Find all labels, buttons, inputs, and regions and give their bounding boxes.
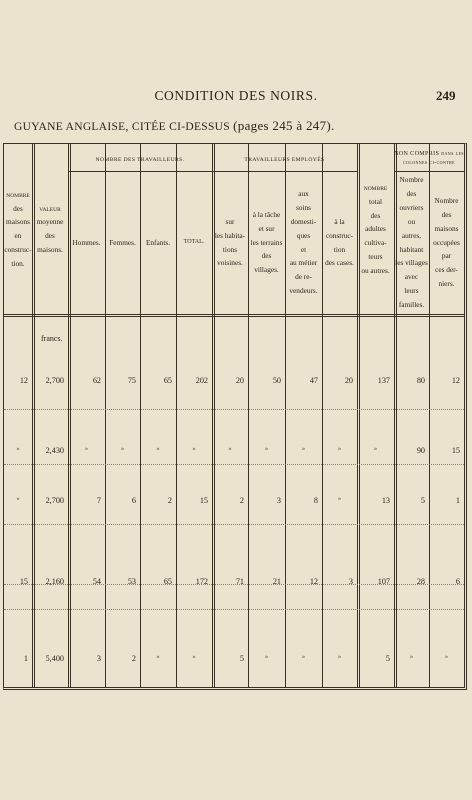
- table-cell: »: [265, 446, 268, 452]
- group-header-employed: TRAVAILLEURS EMPLOYÉS: [244, 157, 325, 163]
- table-cell: 15: [199, 496, 208, 505]
- table-cell: 53: [127, 577, 136, 586]
- table-cell: 15: [451, 446, 460, 455]
- col-header-adults: [357, 148, 394, 314]
- data-table: [3, 143, 467, 690]
- header-line: des cases.: [325, 258, 354, 268]
- table-cell: 50: [272, 376, 281, 385]
- table-cell: 6: [131, 496, 136, 505]
- table-cell: »: [228, 446, 232, 452]
- header-line: ces der-: [435, 265, 458, 275]
- table-cell: 5,400: [45, 654, 64, 663]
- table-cell: 20: [235, 376, 244, 385]
- table-cell: »: [302, 654, 305, 660]
- header-line: des: [13, 203, 23, 213]
- header-line: des: [441, 209, 452, 219]
- table-cell: 2,700: [45, 376, 64, 385]
- table-cell: 5: [385, 654, 390, 663]
- header-line: ques: [296, 230, 311, 240]
- header-line: adultes: [365, 224, 386, 234]
- page-number: 249: [436, 88, 456, 103]
- table-cell: 47: [309, 376, 318, 385]
- table-cell: »: [156, 446, 160, 452]
- table-cell: 172: [195, 577, 208, 586]
- subtitle-pages: (pages 245 à 247).: [233, 118, 335, 133]
- subtitle-main: GUYANE ANGLAISE, CITÉE CI-DESSUS: [14, 121, 230, 133]
- header-line: tion.: [11, 259, 25, 268]
- header-line: autres,: [401, 230, 422, 240]
- header-line: niers.: [438, 279, 455, 289]
- table-cell: 202: [195, 376, 208, 385]
- table-cell: »: [192, 446, 196, 452]
- table-cell: 2,700: [45, 496, 64, 505]
- table-cell: 62: [92, 376, 101, 385]
- col-header-occupied: [429, 171, 464, 314]
- group-header-workers: NOMBRE DES TRAVAILLEURS.: [95, 157, 185, 163]
- header-line: des: [261, 251, 272, 261]
- table-cell: 3: [348, 577, 353, 586]
- table-cell: »: [445, 654, 448, 660]
- col-header-children: Enfants.: [145, 237, 171, 247]
- header-line: maisons: [434, 223, 459, 233]
- table-cell: »: [374, 446, 377, 452]
- col-header-neighbouring: [212, 171, 248, 314]
- header-line: des: [45, 231, 55, 241]
- table-cell: »: [338, 654, 341, 660]
- table-cell: 107: [377, 577, 390, 586]
- col-header-men: Hommes.: [72, 237, 101, 247]
- table-cell: 54: [92, 577, 101, 586]
- col-header-domestic: [285, 171, 322, 314]
- header-line: ouvriers: [399, 202, 424, 212]
- header-line: familles.: [398, 299, 425, 309]
- page-title: CONDITION DES NOIRS.: [154, 88, 318, 103]
- table-cell: 3: [276, 496, 281, 505]
- table-cell: 1: [455, 496, 460, 505]
- table-cell: 71: [235, 577, 244, 586]
- header-line: ou autres.: [361, 265, 390, 275]
- header-line: moyenne: [36, 217, 64, 227]
- table-cell: 28: [416, 577, 425, 586]
- col-header-total: TOTAL.: [183, 238, 205, 245]
- header-line: domesti-: [290, 216, 317, 226]
- header-line: total: [369, 196, 382, 206]
- table-cell: »: [192, 654, 196, 660]
- header-line: maisons.: [37, 245, 63, 255]
- header-line: les terrains: [250, 237, 283, 247]
- table-cell: 90: [416, 446, 425, 455]
- header-line: NOMBRE: [6, 193, 30, 200]
- col-header-houses: [4, 148, 32, 314]
- table-cell: 80: [416, 376, 425, 385]
- table-cell: »: [338, 446, 341, 452]
- table-cell: 75: [127, 376, 136, 385]
- header-line: habitant: [399, 244, 424, 254]
- header-line: des: [406, 189, 417, 199]
- table-cell: 20: [344, 376, 353, 385]
- table-cell: »: [16, 446, 20, 452]
- col-header-value: [32, 148, 68, 314]
- header-line: VALEUR: [39, 206, 61, 213]
- header-line: maisons: [6, 217, 30, 227]
- table-cell: 5: [420, 496, 425, 505]
- col-header-village-workers: [394, 171, 429, 314]
- table-cell: »: [265, 654, 268, 660]
- table-cell: 2: [239, 496, 244, 505]
- header-line: Nombre: [434, 195, 459, 205]
- header-line: aux: [298, 189, 309, 199]
- header-line: les habita-: [214, 230, 246, 240]
- table-cell: 7: [96, 496, 101, 505]
- header-line: ou: [407, 216, 416, 226]
- table-cell: 65: [163, 376, 172, 385]
- header-line: construc-: [325, 230, 354, 240]
- header-line: et: [300, 244, 307, 254]
- table-cell: 8: [313, 496, 318, 505]
- group-header-not-included: NON COMPRIS dans les colonnes ci-contre: [394, 151, 464, 166]
- header-line: en: [14, 231, 22, 241]
- header-line: NOMBRE: [363, 186, 388, 193]
- table-subtitle: [14, 118, 335, 134]
- col-header-women: Femmes.: [109, 237, 136, 247]
- table-cell: 3: [96, 654, 101, 663]
- table-cell: 2,430: [45, 446, 64, 455]
- header-line: vendeurs.: [289, 286, 318, 296]
- col-header-building: [322, 171, 357, 314]
- header-line: Nombre: [399, 175, 424, 185]
- header-line: tion: [333, 244, 346, 254]
- table-cell: 12: [19, 376, 28, 385]
- header-line: à la: [334, 216, 345, 226]
- header-line: et sur: [258, 223, 275, 233]
- table-cell: 5: [239, 654, 244, 663]
- header-line: occupées: [433, 237, 460, 247]
- table-cell: »: [85, 446, 88, 452]
- header-line: de re-: [295, 272, 312, 282]
- table-cell: »: [156, 654, 160, 660]
- header-line: les villages: [395, 258, 428, 268]
- table-cell: »: [121, 446, 124, 452]
- col-header-task: [248, 171, 285, 314]
- table-cell: 2: [131, 654, 136, 663]
- table-cell: 12: [451, 376, 460, 385]
- header-line: au métier: [289, 258, 318, 268]
- header-line: avec: [404, 272, 419, 282]
- table-cell: 137: [377, 376, 390, 385]
- header-line: cultiva-: [364, 238, 387, 248]
- table-cell: 2,160: [45, 577, 64, 586]
- header-line: sur: [225, 216, 235, 226]
- table-cell: 6: [455, 577, 460, 586]
- header-line: leurs: [404, 286, 419, 296]
- header-line: construc-: [4, 245, 32, 255]
- table-cell: 12: [309, 577, 318, 586]
- table-cell: 2: [167, 496, 172, 505]
- header-line: teurs: [368, 252, 383, 262]
- header-line: par: [441, 251, 452, 261]
- unit-label: francs.: [41, 334, 63, 343]
- table-cell: »: [302, 446, 305, 452]
- table-cell: 15: [19, 577, 28, 586]
- table-cell: »: [16, 496, 20, 502]
- table-cell: 65: [163, 577, 172, 586]
- header-line: des: [370, 210, 381, 220]
- header-line: voisines.: [217, 258, 243, 268]
- table-cell: »: [410, 654, 413, 660]
- table-cell: »: [338, 496, 341, 502]
- table-cell: 13: [381, 496, 390, 505]
- table-cell: 21: [272, 577, 281, 586]
- table-cell: 1: [23, 654, 28, 663]
- header-line: soins: [295, 202, 311, 212]
- header-line: à la tâche: [252, 209, 281, 219]
- header-line: villages.: [254, 265, 279, 275]
- header-line: tions: [222, 244, 238, 254]
